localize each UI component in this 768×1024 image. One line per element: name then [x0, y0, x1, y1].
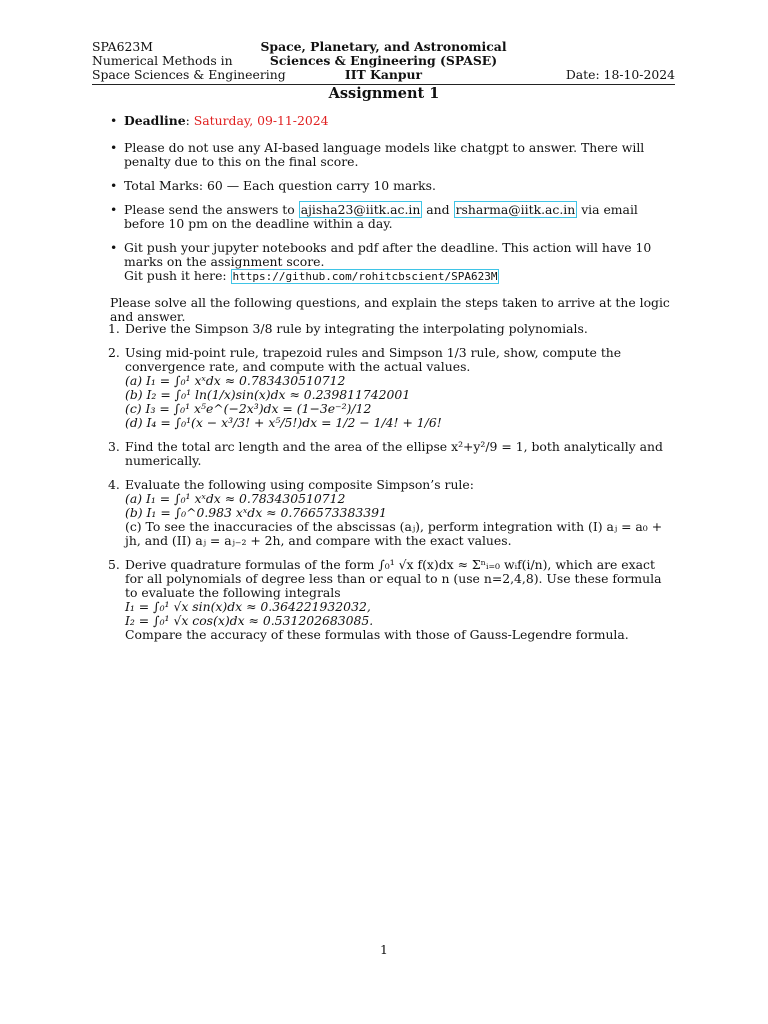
send-suffix: via email before 10 pm on the deadline within a day. — [124, 202, 638, 231]
bullet-git — [110, 241, 676, 284]
question-2d: (d) I₄ = ∫₀¹(x − x³/3! + x⁵/5!)dx = 1/2 − 1/4! + 1/6! — [125, 415, 442, 430]
total-marks-text: Total Marks: 60 — Each question carry 10 marks. — [124, 178, 436, 193]
deadline-label: Deadline — [124, 113, 186, 128]
question-number: 1. — [108, 321, 120, 336]
question-4a: (a) I₁ = ∫₀¹ xˣdx ≈ 0.783430510712 — [125, 491, 346, 506]
question-1 — [108, 322, 676, 336]
bullet-list — [110, 114, 676, 294]
question-4 — [108, 478, 676, 548]
course-area: Space Sciences & Engineering — [92, 67, 286, 82]
question-4c: (c) To see the inaccuracies of the abscissas (aⱼ), perform integration with (I) aⱼ = a₀ + jh, and (II) aⱼ = aⱼ₋₂ + 2h, and compare with the exact values. — [125, 519, 663, 548]
bullet-dot-icon: • — [110, 113, 118, 128]
bullet-dot-icon: • — [110, 140, 118, 155]
question-2c: (c) I₃ = ∫₀¹ x⁵e^(−2x³)dx = (1−3e⁻²)/12 — [125, 401, 372, 416]
question-1-text: Derive the Simpson 3/8 rule by integrating the interpolating polynomials. — [125, 321, 588, 336]
question-2b: (b) I₂ = ∫₀¹ ln(1/x)sin(x)dx ≈ 0.239811742001 — [125, 387, 411, 402]
document-header — [92, 40, 675, 86]
no-ai-text: Please do not use any AI-based language models like chatgpt to answer. There will penalty due to this on the final score. — [124, 140, 645, 169]
bullet-deadline: • Deadline: Saturday, 09-11-2024 — [110, 113, 329, 128]
question-number: 3. — [108, 439, 120, 454]
bullet-dot-icon: • — [110, 202, 118, 217]
email-link-1[interactable]: ajisha23@iitk.ac.in — [300, 202, 421, 217]
send-and: and — [426, 202, 450, 217]
bullet-send — [110, 203, 676, 231]
bullet-dot-icon: • — [110, 178, 118, 193]
git-here: Git push it here: — [124, 268, 227, 283]
git-text: Git push your jupyter notebooks and pdf after the deadline. This action will have 10 marks on the assignment score. — [124, 240, 652, 269]
question-number: 2. — [108, 345, 120, 360]
email-link-2[interactable]: rsharma@iitk.ac.in — [455, 202, 576, 217]
page-number: 1 — [380, 942, 388, 957]
deadline-value: Saturday, 09-11-2024 — [193, 113, 329, 128]
question-5-integral-1: I₁ = ∫₀¹ √x sin(x)dx ≈ 0.364221932032, — [125, 599, 371, 614]
question-3-text: Find the total arc length and the area of the ellipse x²+y²/9 = 1, both analytically and numerically. — [125, 439, 663, 468]
bullet-no-ai — [110, 141, 676, 169]
course-name: Numerical Methods in — [92, 53, 233, 68]
bullet-dot-icon: • — [110, 240, 118, 255]
github-link[interactable]: https://github.com/rohitcbscient/SPA623M — [232, 270, 498, 283]
dept-line2: Sciences & Engineering (SPASE) — [269, 53, 498, 68]
question-5-integral-2: I₂ = ∫₀¹ √x cos(x)dx ≈ 0.531202683085. — [125, 613, 374, 628]
question-5 — [108, 558, 676, 642]
question-number: 5. — [108, 557, 120, 572]
instruction-text: Please solve all the following questions, and explain the steps taken to arrive at the logic and answer. — [110, 295, 670, 324]
question-5-text: Derive quadrature formulas of the form ∫₀¹ √x f(x)dx ≈ Σⁿᵢ₌₀ wᵢf(i/n), which are exact for all polynomials of degree less than or equal to n (use n=2,4,8). Use these formula to evaluate the following integrals — [125, 557, 662, 600]
page-title: Assignment 1 — [328, 85, 440, 102]
dept-line1: Space, Planetary, and Astronomical — [260, 39, 507, 54]
institute: IIT Kanpur — [344, 67, 423, 82]
question-list — [108, 322, 676, 652]
date: Date: 18-10-2024 — [565, 67, 675, 82]
question-2 — [108, 346, 676, 430]
question-5-conclusion: Compare the accuracy of these formulas with those of Gauss-Legendre formula. — [125, 627, 629, 642]
question-2-text: Using mid-point rule, trapezoid rules and Simpson 1/3 rule, show, compute the convergence rate, and compute with the actual values. — [125, 345, 622, 374]
bullet-total-marks — [110, 179, 676, 193]
question-3 — [108, 440, 676, 468]
question-4-text: Evaluate the following using composite Simpson’s rule: — [125, 477, 474, 492]
question-number: 4. — [108, 477, 120, 492]
question-4b: (b) I₁ = ∫₀^0.983 xˣdx ≈ 0.766573383391 — [125, 505, 387, 520]
course-code: SPA623M — [92, 39, 153, 54]
send-prefix: Please send the answers to — [124, 202, 295, 217]
question-2a: (a) I₁ = ∫₀¹ xˣdx ≈ 0.783430510712 — [125, 373, 346, 388]
